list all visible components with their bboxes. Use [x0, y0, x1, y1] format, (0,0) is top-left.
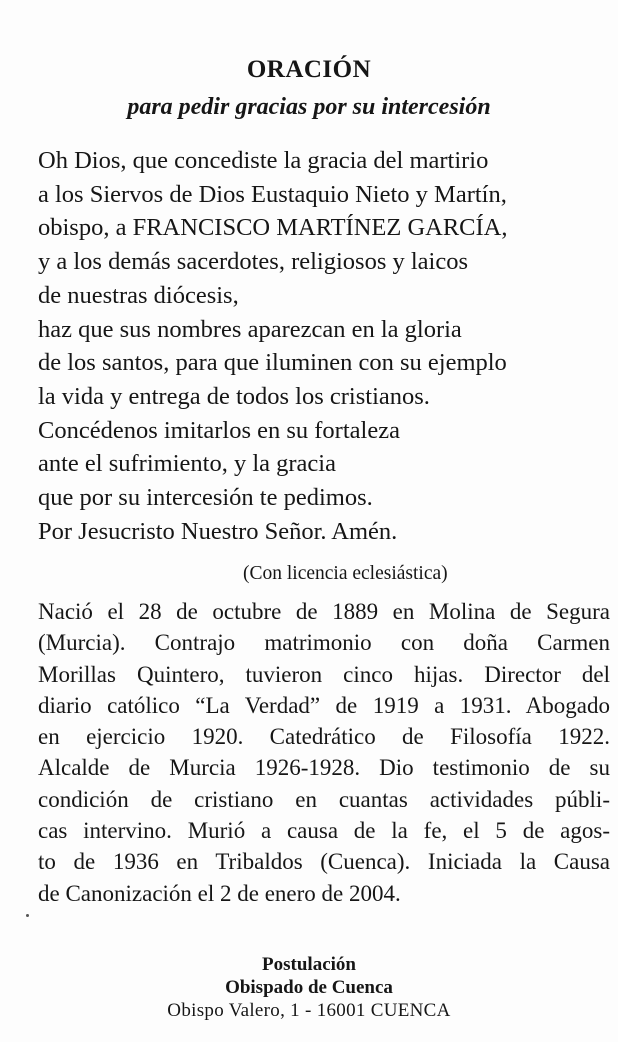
bio-line: (Murcia). Contrajo matrimonio con doña Carmen	[38, 630, 610, 656]
prayer-line: Concédenos imitarlos en su fortaleza	[38, 416, 400, 444]
prayer-line: de los santos, para que iluminen con su ejemplo	[38, 349, 507, 377]
bio-line: condición de cristiano en cuantas actividades públi-	[38, 786, 610, 812]
prayer-line: obispo, a FRANCISCO MARTÍNEZ GARCÍA,	[38, 214, 508, 242]
page-title: ORACIÓN	[246, 56, 372, 83]
footer-line-postulation: Postulación	[262, 954, 356, 975]
bio-line: cas intervino. Murió a causa de la fe, el 5 de agos-	[38, 818, 610, 844]
bio-line: to de 1936 en Tribaldos (Cuenca). Iniciada la Causa	[38, 849, 610, 875]
bio-line: en ejercicio 1920. Catedrático de Filosofía 1922.	[38, 724, 610, 750]
biography-text	[38, 596, 610, 909]
prayer-line: ante el sufrimiento, y la gracia	[38, 450, 336, 478]
prayer-line: haz que sus nombres aparezcan en la gloria	[38, 315, 462, 343]
prayer-line: la vida y entrega de todos los cristianos.	[38, 382, 430, 410]
prayer-line: Oh Dios, que concediste la gracia del martirio	[38, 147, 489, 174]
prayer-line: que por su intercesión te pedimos.	[38, 484, 373, 512]
prayer-text	[38, 144, 598, 548]
footer-address: Obispo Valero, 1 - 16001 CUENCA	[167, 1000, 451, 1021]
prayer-line: Por Jesucristo Nuestro Señor. Amén.	[38, 517, 398, 545]
prayer-line: de nuestras diócesis,	[38, 281, 239, 309]
prayer-line: y a los demás sacerdotes, religiosos y laicos	[38, 248, 469, 276]
bio-line: de Canonización el 2 de enero de 2004.	[38, 880, 401, 906]
license-note: (Con licencia eclesiástica)	[243, 563, 448, 584]
page-subtitle: para pedir gracias por su intercesión	[127, 94, 491, 120]
bio-line: diario católico “La Verdad” de 1919 a 1931. Abogado	[38, 692, 610, 718]
bio-line: Morillas Quintero, tuvieron cinco hijas. Director del	[38, 661, 610, 687]
footer-line-diocese: Obispado de Cuenca	[225, 977, 393, 998]
print-speck	[26, 914, 29, 917]
bio-line: Alcalde de Murcia 1926-1928. Dio testimonio de su	[38, 755, 610, 781]
footer-postulation	[0, 953, 618, 1022]
bio-line: Nació el 28 de octubre de 1889 en Molina de Segura	[38, 599, 610, 624]
prayer-line: a los Siervos de Dios Eustaquio Nieto y Martín,	[38, 180, 507, 208]
